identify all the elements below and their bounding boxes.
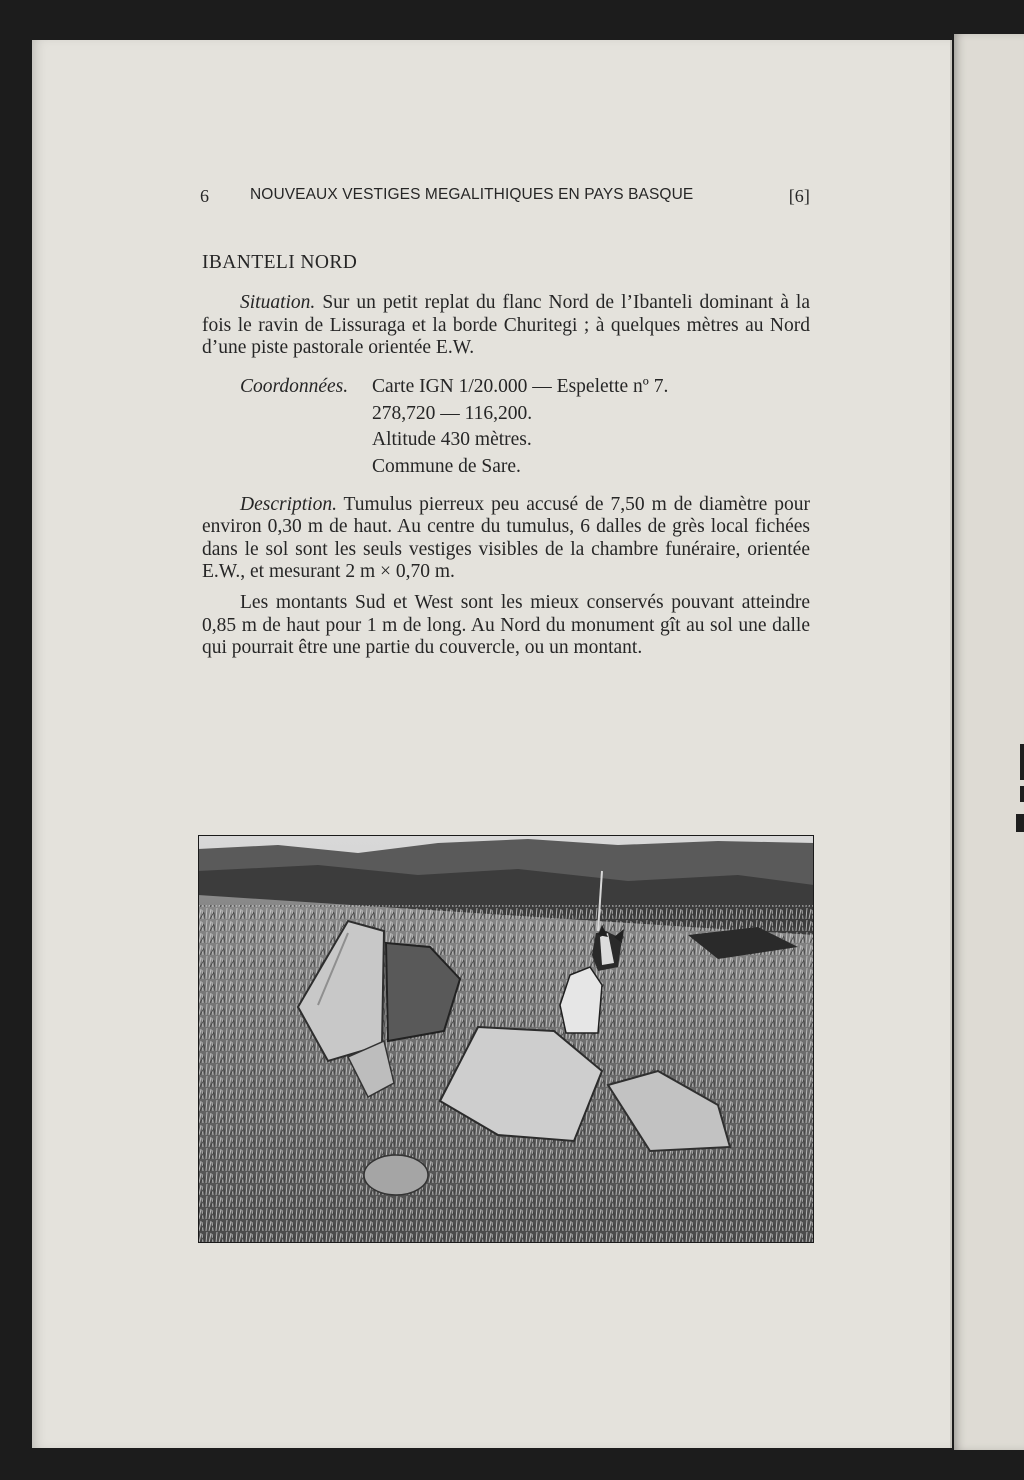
coordinates-lines (372, 376, 668, 482)
facing-page-print-mark (1020, 744, 1024, 780)
situation-label: Situation. (240, 292, 316, 314)
facing-page-print-mark (1020, 786, 1024, 802)
description-paragraph (202, 494, 810, 583)
monument-photograph (198, 835, 814, 1243)
running-title: NOUVEAUX VESTIGES MEGALITHIQUES EN PAYS BASQUE (250, 186, 694, 203)
situation-text: Sur un petit replat du flanc Nord de l’Ibanteli dominant à la fois le ravin de Lissuraga et la borde Churitegi ; à quelques mètres au Nord d’une piste pastorale orientée E.W. (202, 292, 810, 358)
coordinates-line: Commune de Sare. (372, 455, 521, 477)
montants-paragraph: Les montants Sud et West sont les mieux conservés pouvant atteindre 0,85 m de haut pour 1 m de long. Au Nord du monument gît au sol une dalle qui pourrait être une partie du couvercle, ou un montant. (202, 592, 810, 658)
coordinates-line: Altitude 430 mètres. (372, 429, 532, 451)
bracket-page-number: [6] (788, 186, 810, 206)
situation-paragraph (202, 292, 810, 359)
facing-page-print-mark (1016, 814, 1024, 832)
page-number: 6 (200, 186, 210, 206)
coordinates-block (202, 376, 810, 482)
section-title: IBANTELI NORD (202, 252, 358, 273)
coordinates-line: 278,720 — 116,200. (372, 402, 533, 424)
facing-page-edge (954, 34, 1024, 1450)
coordinates-label: Coordonnées. (240, 376, 349, 398)
description-text: Tumulus pierreux peu accusé de 7,50 m de diamètre pour environ 0,30 m de haut. Au centre du tumulus, 6 dalles de grès local fichées dans le sol sont les seuls vestiges visibles de la chambre funéraire, orientée E.W., et mesurant 2 m × 0,70 m. (202, 494, 810, 583)
article-body (202, 252, 810, 659)
coordinates-line: Carte IGN 1/20.000 — Espelette nº 7. (372, 376, 669, 398)
description-label: Description. (240, 494, 337, 516)
